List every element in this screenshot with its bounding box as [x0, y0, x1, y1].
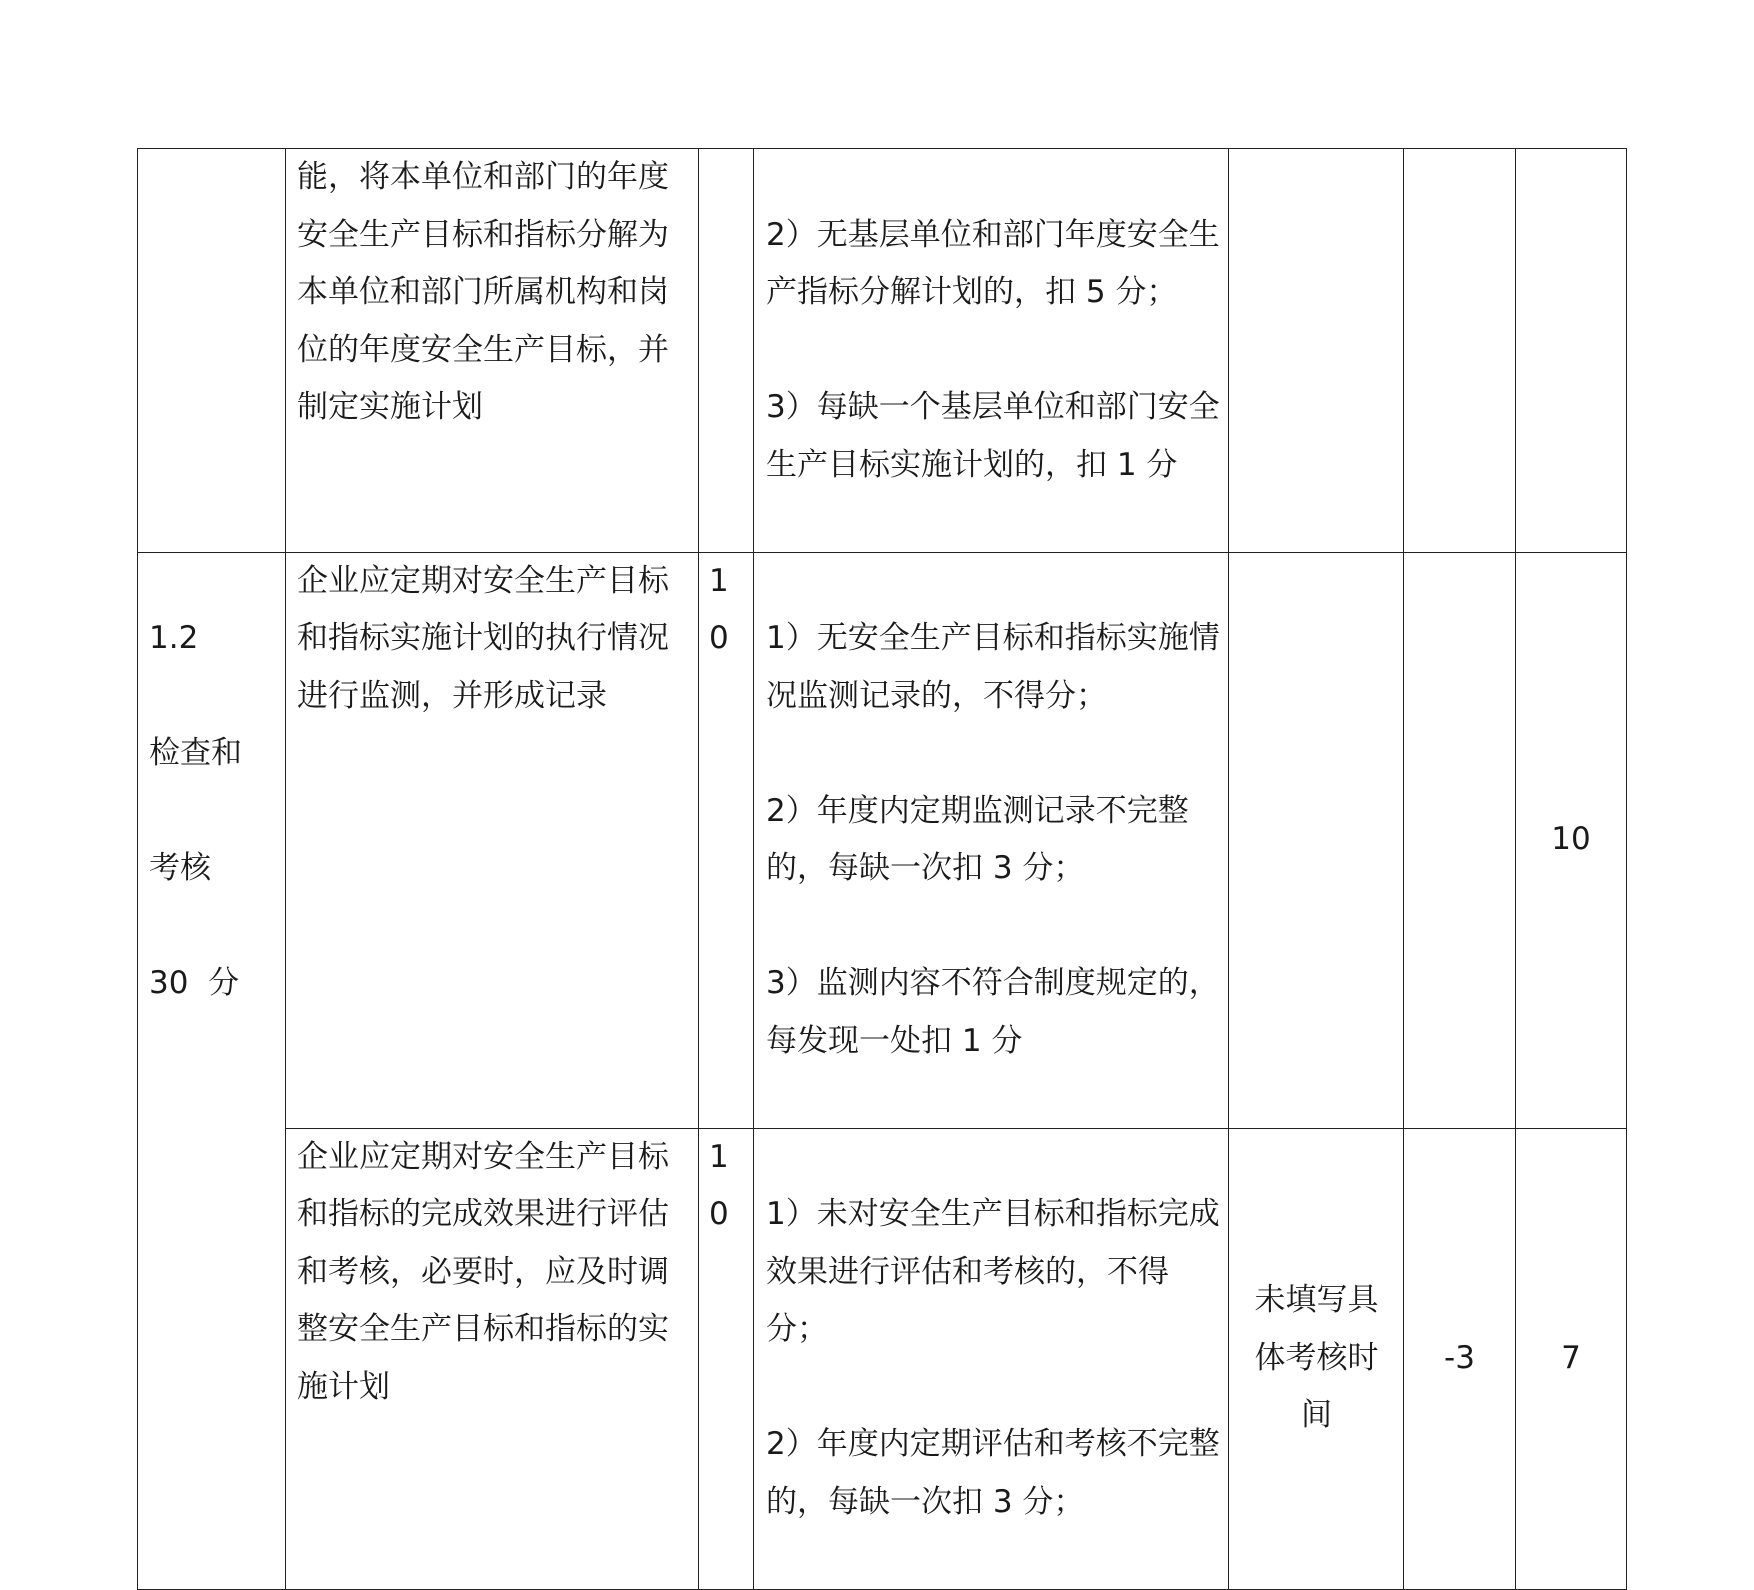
table-row: [138, 149, 1627, 553]
content-cell: 企业应定期对安全生产目标和指标的完成效果进行评估和考核，必要时，应及时调整安全生产目标和指标的实施计划: [286, 1128, 699, 1589]
finding-cell: [1229, 149, 1404, 553]
deduction-cell: -3: [1404, 1128, 1516, 1589]
score-cell: 7: [1516, 1128, 1627, 1589]
standard-score-cell: 10: [699, 1128, 754, 1589]
criteria-line: 1）未对安全生产目标和指标完成效果进行评估和考核的，不得分；: [766, 1196, 1220, 1347]
clause-cell: [138, 552, 286, 1589]
table-row: [138, 552, 1627, 1128]
table-row: [138, 1128, 1627, 1589]
criteria-line: 2）年度内定期评估和考核不完整的，每缺一次扣 3 分；: [766, 1426, 1220, 1520]
standard-score-cell: 10: [699, 552, 754, 1128]
score-cell: [1516, 149, 1627, 553]
content-cell: 能，将本单位和部门的年度安全生产目标和指标分解为本单位和部门所属机构和岗位的年度安全生产目标，并制定实施计划: [286, 149, 699, 553]
clause-title: 检查和: [149, 735, 242, 771]
assessment-table: [137, 148, 1627, 1590]
criteria-line: 2）无基层单位和部门年度安全生产指标分解计划的，扣 5 分；: [766, 216, 1220, 310]
criteria-cell: [754, 149, 1229, 553]
clause-cell: [138, 149, 286, 553]
criteria-line: 2）年度内定期监测记录不完整的，每缺一次扣 3 分；: [766, 792, 1189, 886]
clause-number: 1.2: [149, 620, 199, 656]
clause-title-cont: 考核: [149, 850, 211, 886]
criteria-line: 3）每缺一个基层单位和部门安全生产目标实施计划的，扣 1 分: [766, 389, 1220, 483]
finding-cell: 未填写具体考核时间: [1229, 1128, 1404, 1589]
criteria-line: 3）监测内容不符合制度规定的，每发现一处扣 1 分: [766, 965, 1220, 1059]
finding-cell: [1229, 552, 1404, 1128]
content-cell: 企业应定期对安全生产目标和指标实施计划的执行情况进行监测，并形成记录: [286, 552, 699, 1128]
clause-points: 30 分: [149, 965, 240, 1001]
score-cell: 10: [1516, 552, 1627, 1128]
criteria-line: 1）无安全生产目标和指标实施情况监测记录的，不得分；: [766, 620, 1220, 714]
deduction-cell: [1404, 149, 1516, 553]
deduction-cell: [1404, 552, 1516, 1128]
standard-score-cell: [699, 149, 754, 553]
criteria-cell: [754, 1128, 1229, 1589]
criteria-cell: [754, 552, 1229, 1128]
